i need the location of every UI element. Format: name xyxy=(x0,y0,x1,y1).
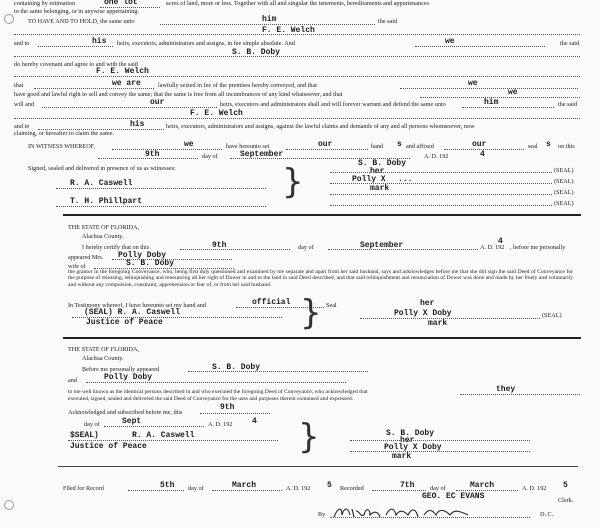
recorded-day: 7th xyxy=(400,481,415,490)
deputy-clerk-signature xyxy=(330,505,480,521)
signature-her: her xyxy=(400,436,415,445)
ack-official: official xyxy=(252,298,291,307)
deed-text: the said xyxy=(558,101,578,108)
ack-they: they xyxy=(496,385,516,394)
signature-her: her xyxy=(420,299,435,308)
pronoun-value: our xyxy=(318,140,333,149)
ack-text: A. D. 192 xyxy=(208,421,233,428)
pronoun-value: we xyxy=(468,79,478,88)
ack-text: appeared Mrs. xyxy=(68,254,104,261)
ack-body: the grantor in the foregoing Conveyance, who, being first duly questioned and examined by me separate and apart from her said husband, says and acknowledges before me that she did sign the said Deed of Conveyance for the purpose of releasing, relinquishing and renouncing all her right of Dower in and to the land in said Deed described, and that said relinquishment and renunciation of Dower was done and made by her freely and voluntarily and without any compulsion, constraint, apprehension or fear of, or from her said husband. xyxy=(68,269,573,288)
filed-year: 5 xyxy=(327,481,332,490)
deed-text: claiming, or hereafter to claim the same. xyxy=(14,130,114,137)
seal-label: (SEAL) xyxy=(554,200,574,207)
filing-text: day of xyxy=(430,485,446,492)
seal-label: (SEAL) xyxy=(554,167,574,174)
state-heading: THE STATE OF FLORIDA, xyxy=(68,346,140,353)
ack-text: Seal xyxy=(326,302,337,309)
county-heading: Alachua County. xyxy=(82,355,124,362)
husband-name: S. B. Doby xyxy=(126,259,175,268)
deed-text: and to xyxy=(14,123,30,130)
ack-text: day of xyxy=(84,421,100,428)
execution-year: 4 xyxy=(480,150,485,159)
ack-name: Polly Doby xyxy=(104,373,153,382)
deed-text: seal xyxy=(528,143,538,150)
signature-mark: mark xyxy=(370,184,390,193)
pronoun-value: we xyxy=(508,88,518,97)
pronoun-value: we xyxy=(445,37,455,46)
ack-year: 4 xyxy=(498,237,503,246)
ack-name: S. B. Doby xyxy=(212,363,261,372)
deed-text: heirs, executors, administrators and assigns, against the lawful claims and demands of any and all persons whomsoever, now xyxy=(166,123,475,130)
section-divider xyxy=(63,337,581,339)
seal-label: (SEAL) xyxy=(554,178,574,185)
signature-her: her xyxy=(370,167,385,176)
ack-text: to me well known as the identical persons described in and who executed the foregoing Deed of Conveyance, who acknowledged that xyxy=(68,389,368,395)
grantee-name: F. E. Welch xyxy=(190,109,243,118)
acreage-value: one lot xyxy=(104,0,138,7)
deed-text: acres of land, more or less. Together with all and singular the tenements, hereditaments and appurtenances xyxy=(166,0,430,7)
witness-signature: R. A. Caswell xyxy=(70,179,133,188)
ack-text: Before me personally appeared xyxy=(82,366,160,373)
brace-icon: } xyxy=(298,417,320,457)
deed-text: day of xyxy=(202,153,218,160)
binder-hole xyxy=(4,500,14,510)
pronoun-value: his xyxy=(92,37,107,46)
ack-year: 4 xyxy=(252,417,257,426)
clerk-label: Clerk. xyxy=(558,497,574,504)
dower-signature: Polly X Doby xyxy=(384,443,442,452)
ack-text: In Testimony whereof, I have hereunto set my hand and xyxy=(68,302,206,309)
recorded-year: 5 xyxy=(563,481,568,490)
witness-signature: T. H. Phillpart xyxy=(70,197,143,206)
grantor-name: S. B. Doby xyxy=(232,48,281,57)
deed-text: the said xyxy=(378,18,398,25)
filing-text: day of xyxy=(188,485,204,492)
filing-text: A. D. 192 xyxy=(522,485,547,492)
officer-title: Justice of Peace xyxy=(86,318,163,327)
deed-text: to the same belonging, or in anywise appertaining. xyxy=(14,8,139,15)
ack-day: 9th xyxy=(212,241,227,250)
ack-month: Sept xyxy=(122,417,142,426)
seal-label: (SEAL) xyxy=(542,312,562,319)
plural-value: s xyxy=(546,140,551,149)
section-divider xyxy=(63,214,581,216)
ack-text: day of xyxy=(298,244,314,251)
deed-text: hand xyxy=(371,143,384,150)
pronoun-value: him xyxy=(262,15,277,24)
filed-month: March xyxy=(232,481,257,490)
deed-text: heirs, executors and administrators shall and will forever warrant and defend the same unto xyxy=(220,101,446,108)
officer-signature: (SEAL) R. A. Caswell xyxy=(84,308,181,317)
deputy-clerk-label: D. C. xyxy=(540,511,554,518)
signature-mark: mark xyxy=(428,319,448,328)
ack-text: A. D. 192 xyxy=(480,244,505,251)
deed-text: containing by estimation xyxy=(14,0,76,7)
section-divider xyxy=(58,466,578,467)
filing-text: A. D. 192 xyxy=(286,485,311,492)
deed-text: lawfully seized in fee of the premises hereby conveyed, and that xyxy=(158,82,317,89)
pronoun-value: we are xyxy=(112,79,141,88)
filing-text: Filed for Record xyxy=(63,485,104,492)
seal-label: (SEAL) xyxy=(554,189,574,196)
ack-text: , before me personally xyxy=(510,244,566,251)
pronoun-value: our xyxy=(472,140,487,149)
deed-text: and to xyxy=(14,40,30,47)
ack-text: executed, signed, sealed and delivered the said Deed of Conveyance for the uses and purposes therein contained and expressed. xyxy=(68,396,354,402)
pronoun-value: his xyxy=(130,120,145,129)
deed-text: have good and lawful right to sell and convey the same; that the same is free from all incumbrances of any kind whatsoever, and that xyxy=(14,91,343,98)
deed-text: Signed, sealed and delivered in presence of us as witnesses: xyxy=(28,165,176,172)
ack-text: and xyxy=(68,377,77,384)
ack-name: Polly Doby xyxy=(118,251,167,260)
ack-text: I hereby certify that on this xyxy=(82,244,150,251)
brace-icon: } xyxy=(300,293,322,333)
by-label: By xyxy=(318,511,326,518)
ack-day: 9th xyxy=(220,403,235,412)
deed-text: do hereby covenant and agree to and with the said xyxy=(14,61,138,68)
deed-text: that xyxy=(14,82,24,89)
signature-dots: ... xyxy=(398,175,413,184)
deed-text: and affixed xyxy=(406,143,434,150)
ack-month: September xyxy=(360,241,404,250)
pronoun-value: we xyxy=(184,140,194,149)
officer-signature: R. A. Caswell xyxy=(132,431,195,440)
filing-text: Recorded xyxy=(340,485,364,492)
recorded-month: March xyxy=(470,481,495,490)
deed-text: heirs, executors, administrators and assigns, in fee simple absolute. And xyxy=(117,40,295,47)
ack-text: Acknowledged and subscribed before me, this xyxy=(68,409,183,416)
brace-icon: } xyxy=(282,162,304,202)
signature-mark: mark xyxy=(392,452,412,461)
officer-title: Justice of Peace xyxy=(70,442,147,451)
grantor-signature: S. B. Doby xyxy=(358,159,407,168)
grantee-name: F. E. Welch xyxy=(96,67,149,76)
deed-text: on this xyxy=(558,143,575,150)
grantor-signature: S. B. Doby xyxy=(386,429,435,438)
deed-text: A. D. 192 xyxy=(424,153,449,160)
clerk-name: GEO. EC EVANS xyxy=(422,492,485,501)
filed-day: 5th xyxy=(160,481,175,490)
deed-text: TO HAVE AND TO HOLD, the same unto xyxy=(28,18,135,25)
pronoun-value: him xyxy=(484,98,499,107)
deed-text: IN WITNESS WHEREOF, xyxy=(28,143,96,150)
state-heading: THE STATE OF FLORIDA, xyxy=(68,224,140,231)
deed-text: the said xyxy=(560,40,580,47)
dower-signature: Polly X Doby xyxy=(394,309,452,318)
deed-text: will and xyxy=(14,101,35,108)
county-heading: Alachua County. xyxy=(82,233,124,240)
pronoun-value: our xyxy=(150,98,165,107)
binder-hole xyxy=(4,14,14,24)
seal-mark: $SEAL) xyxy=(70,431,99,440)
ack-text: wife of xyxy=(68,263,86,270)
deed-text: have hereunto set xyxy=(226,143,270,150)
grantee-name: F. E. Welch xyxy=(262,26,315,35)
execution-day: 9th xyxy=(145,150,160,159)
execution-month: September xyxy=(240,150,284,159)
grantor-signature: Polly X xyxy=(352,175,386,184)
plural-value: s xyxy=(397,140,402,149)
